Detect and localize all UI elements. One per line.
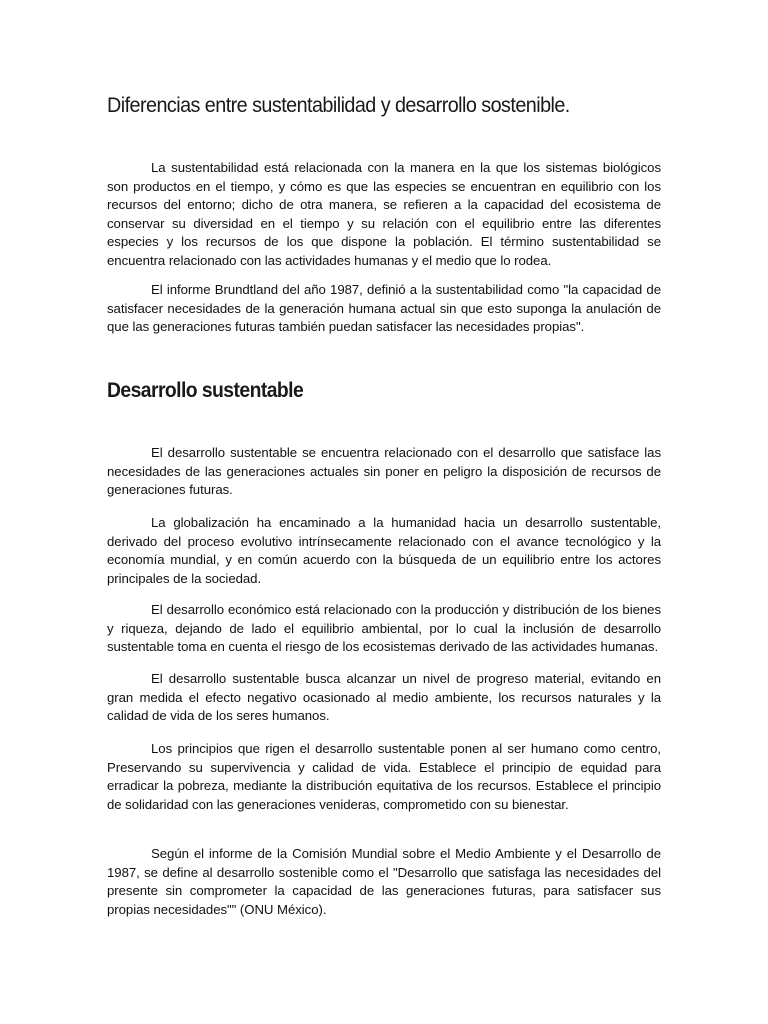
paragraph-economic-development: El desarrollo económico está relacionado con la producción y distribución de los bienes y riqueza, dejando de lado el equilibrio ambiental, por lo cual la inclusión de desarrollo sustentable toma en cuenta el riesgo de los ecosistemas derivado de las actividades humanas.: [107, 602, 661, 655]
section-title-sustainable-development: Desarrollo sustentable: [107, 379, 304, 402]
paragraph-un-commission-definition: Según el informe de la Comisión Mundial sobre el Medio Ambiente y el Desarrollo de 1987, se define al desarrollo sostenible como el "Desarrollo que satisfaga las necesidades del presente sin comprometer la capacidad de las generaciones futuras, para satisfacer sus propias necesidades"" (ONU México).: [107, 846, 661, 917]
paragraph-brundtland-report: El informe Brundtland del año 1987, definió a la sustentabilidad como "la capacidad de satisfacer necesidades de la generación humana actual sin que esto suponga la anulación de que las generaciones futuras también puedan satisfacer las necesidades propias".: [107, 282, 661, 335]
paragraph-material-progress: El desarrollo sustentable busca alcanzar un nivel de progreso material, evitando en gran medida el efecto negativo ocasionado al medio ambiente, los recursos naturales y la calidad de vida de los seres humanos.: [107, 671, 661, 724]
paragraph-sustainable-development-definition: El desarrollo sustentable se encuentra relacionado con el desarrollo que satisface las necesidades de las generaciones actuales sin poner en peligro la disposición de recursos de generaciones futuras.: [107, 445, 661, 498]
section-title-differences: Diferencias entre sustentabilidad y desarrollo sostenible.: [107, 93, 570, 117]
paragraph-globalization: La globalización ha encaminado a la humanidad hacia un desarrollo sustentable, derivado del proceso evolutivo intrínsecamente relacionado con el avance tecnológico y la economía mundial, y en común acuerdo con la búsqueda de un equilibrio entre los actores principales de la sociedad.: [107, 515, 661, 586]
paragraph-sustainability-definition: La sustentabilidad está relacionada con la manera en la que los sistemas biológicos son productos en el tiempo, y cómo es que las especies se encuentran en equilibrio con los recursos del entorno; dicho de otra manera, se refieren a la capacidad del ecosistema de conservar su diversidad en el tiempo y su relación con el equilibrio entre las diferentes especies y los recursos de los que dispone la población. El término sustentabilidad se encuentra relacionado con las actividades humanas y el medio que lo rodea.: [107, 160, 661, 268]
paragraph-principles: Los principios que rigen el desarrollo sustentable ponen al ser humano como centro, Preservando su supervivencia y calidad de vida. Establece el principio de equidad para erradicar la pobreza, mediante la distribución equitativa de los recursos. Establece el principio de solidaridad con las generaciones venideras, comprometido con su bienestar.: [107, 741, 661, 812]
